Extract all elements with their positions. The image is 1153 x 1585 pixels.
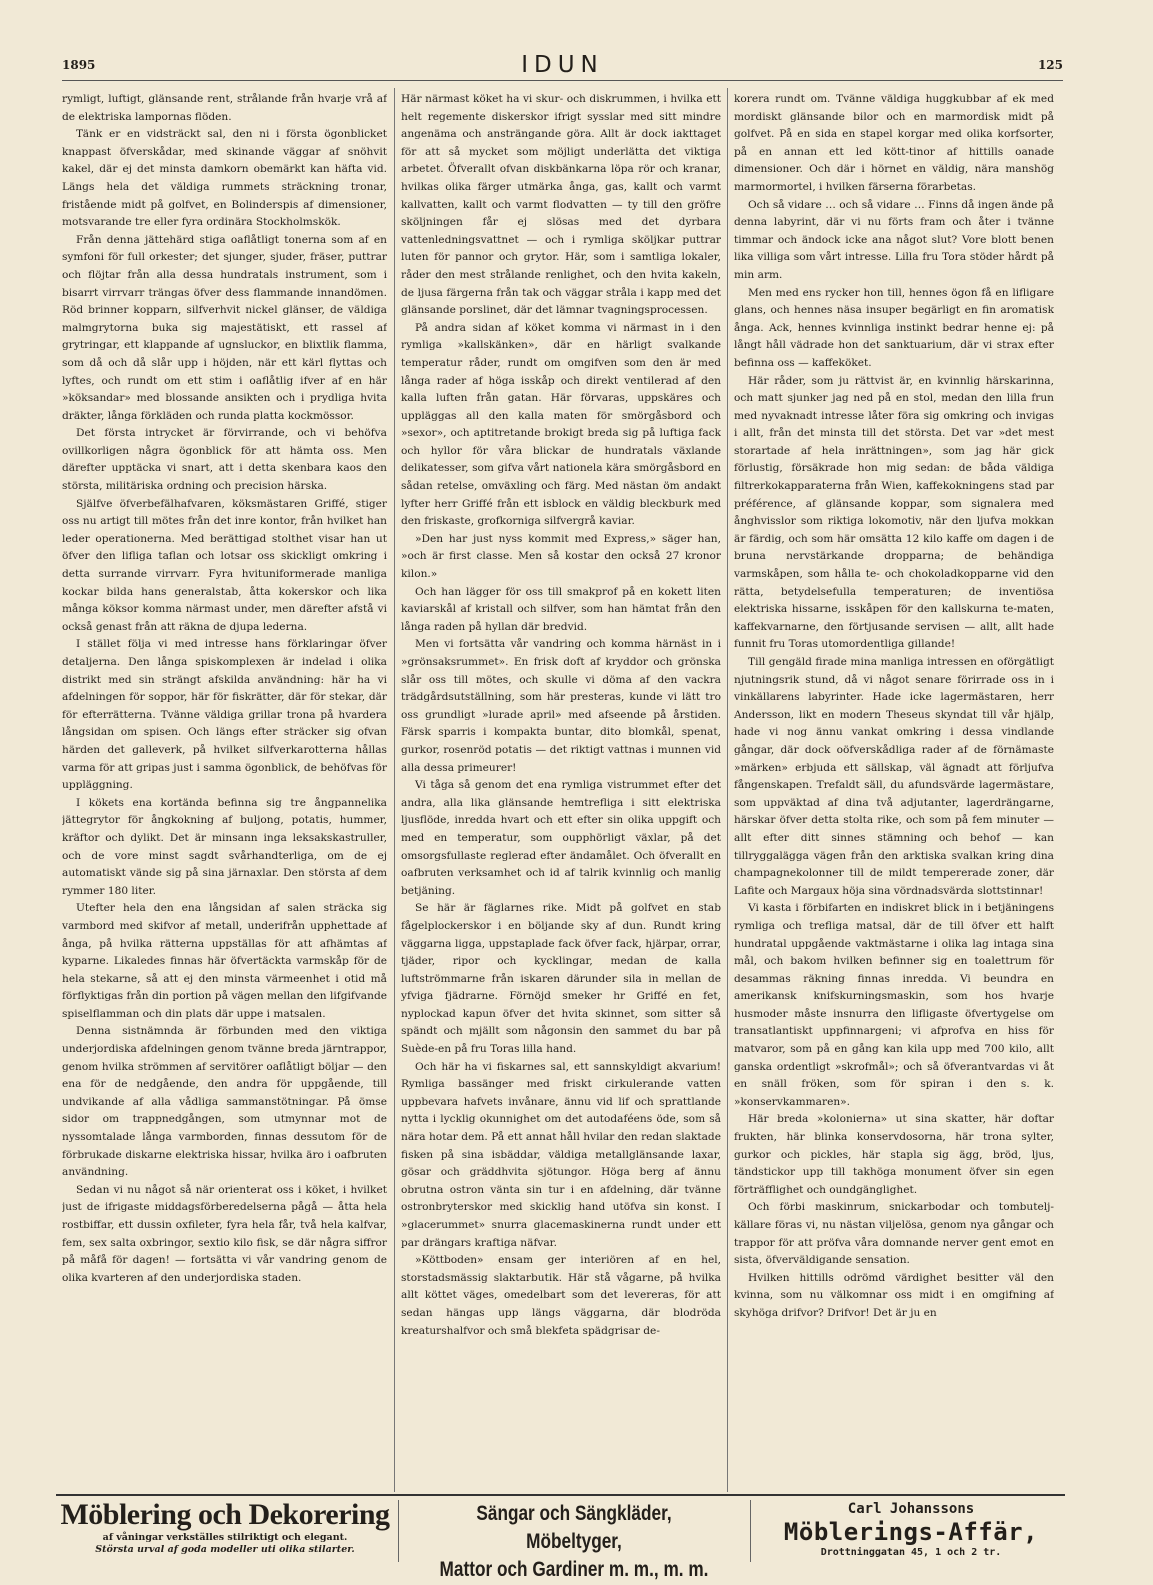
article-paragraph: Vi kasta i förbifarten en indiskret blick in i betjäningens rymliga och trefliga matsal, där de till öfver ett halft hundratal uppgående vaktmästarne i olika lag intaga sina mål, och bakom hvilken befinner sig en toalettrum för desammas räkning finnas inredda. Vi beundra en amerikansk knifskurningsmaskin, som hos hvarje husmoder måste insnurra den lifligaste öfvertygelse om transatlantiskt uppfinnargeni; vi afprofva en hiss för matvaror, som på en gång kan kila upp med 700 kilo, allt ganska ordentligt »skrofmål»; och så öfverantvardas vi åt en snäll fröken, som för spiran i den s. k. »konservkammaren». (734, 902, 1054, 1108)
article-paragraph: »Den har just nyss kommit med Express,» säger han, »och är first classe. Men så kostar den också 27 kronor kilon.» (401, 532, 721, 581)
article-paragraph: Utefter hela den ena långsidan af salen sträcka sig varmbord med skifvor af metall, underifrån upphettade af ånga, på hvilka rätterna uppställas för att afhämtas af kyparne. Likaledes finnas här öfvertäckta varmskåp för de hela stekarne, så att ej den minsta värmeenhet i otid må förflyktigas från din portion på vägen mellan den lifgifvande spiselflamman och din plats där uppe i matsalen. (62, 902, 387, 1020)
ad-textiles-line-1: Sängar och Sängkläder, Möbeltyger, (476, 1502, 672, 1553)
article-paragraph: Tänk er en vidsträckt sal, den ni i första ögonblicket knappast öfverskådar, med skinande väggar af snöhvit kakel, där ej det minsta damkorn obemärkt kan häfta vid. Längs hela det väldiga rummets sträckning tronar, fristående midt på golfvet, en Bolinderspis af dimensioner, motsvarande tre eller fyra ordinära Stockholmskök. (62, 128, 387, 229)
column-divider (394, 88, 395, 1492)
masthead-title: IDUN (521, 52, 604, 78)
header-year: 1895 (62, 58, 96, 72)
article-paragraph: Här råder, som ju rättvist är, en kvinnlig härskarinna, och matt sjunker jag ned på en stol, medan den lilla frun med nyvaknadt intresse låter föra sig omkring och invigas i allt, från det minsta till det största. Det var »det mest storartade af hela inrättningen», som jag här gick förlustig, försäkrade hon mig sedan: de båda väldiga filtrerkokapparaterna från Wien, kaffekokningens stad par préférence, af glänsande koppar, som signalera med ånghvisslor som riktiga lokomotiv, när den ljufva mokkan är färdig, och som här omsätta 12 kilo kaffe om dagen i de bruna nervstärkande dropparna; de behändiga varmskåpen, som hålla te- och chokoladkopparne vid den rätta, betydelsefulla temperaturen; de inventiösa elektriska hissarne, isskåpen för den kallskurna te-maten, kaffekvarnarne, den förtjusande servisen — allt, allt hade funnit fru Toras utomordentliga gillande! (734, 374, 1054, 651)
ad-furnishing-title: Möblering och Dekorering (60, 1498, 390, 1531)
article-paragraph: rymligt, luftigt, glänsande rent, strålande från hvarje vrå af de elektriska lampornas flöden. (62, 93, 387, 123)
article-paragraph: Och så vidare … och så vidare … Finns då ingen ände på denna labyrint, där vi nu förts fram och åter i tvänne timmar och ändock icke ana något slut? Vore blott benen lika villiga som vårt intresse. Lilla fru Tora stöder hårdt på min arm. (734, 198, 1054, 281)
article-paragraph: I stället följa vi med intresse hans förklaringar öfver detaljerna. Den långa spiskomplexen är indelad i olika distrikt med sin strängt afskilda användning: här ha vi afdelningen för soppor, här för fiskrätter, där för stekar, där för efterrätterna. Tvänne väldiga grillar trona på hvardera långsidan om spisen. Och längs efter sträcker sig ofvan härden det galleverk, på hvilket silfverkarotterna hållas varma för att gripas just i samma ögonblick, de behöfvas för uppläggning. (62, 638, 387, 792)
ad-divider (398, 1500, 399, 1562)
article-paragraph: Här närmast köket ha vi skur- och diskrummen, i hvilka ett helt regemente diskerskor ifrigt sysslar med sitt mindre angenäma och ansträngande göra. Allt är dock iakttaget för att så mycket som möjligt underlätta det viktiga arbetet. Öfverallt ofvan diskbänkarna löpa rör och kranar, hvilkas olika färger utmärka ånga, gas, kallt och varmt kallvatten, kallt och varmt flodvatten — ty till den gröfre sköljningen får ej slösas med det dyrbara vattenledningsvattnet — och i rymliga sköljkar puttrar luten för pannor och grytor. Här, som i samtliga lokaler, råder den mest strålande renlighet, och den hvita kakeln, de ljusa färgerna från tak och väggar stråla i kapp med det glänsande porslinet, där det lämnar tvagningsprocessen. (401, 93, 721, 317)
article-column-2 (401, 91, 721, 1489)
article-paragraph: Sedan vi nu något så när orienterat oss i köket, i hvilket just de ifrigaste middagsförberedelserna pågå — åtta hela rostbiffar, ett dussin oxfileter, fyra hela får, två hela kalfvar, fem, sex salta oxbringor, sextio kilo fisk, se där några siffror på måfå för dagen! — fortsätta vi vår vandring genom de olika kvarteren af den underjordiska staden. (62, 1183, 387, 1284)
article-paragraph: Och han lägger för oss till smakprof på en kokett liten kaviarskål af kristall och silfver, som han hämtat från den långa raden på hyllan där bredvid. (401, 585, 721, 633)
article-paragraph: »Köttboden» ensam ger interiören af en hel, storstadsmässig slaktarbutik. Här stå vågarne, på hvilka allt köttet väges, omedelbart som det levereras, för att sedan hängas upp längs väggarna, där blodröda kreaturshalfvor och små blekfeta spädgrisar de- (401, 1254, 721, 1337)
article-paragraph: Här breda »kolonierna» ut sina skatter, här doftar frukten, här blinka konservdosorna, här trona sylter, gurkor och pickles, här stapla sig ägg, bröd, ljus, tändstickor upp till takhöga monument öfver sin egen förträfflighet och oundgänglighet. (734, 1113, 1054, 1196)
article-paragraph: Se här är fäglarnes rike. Midt på golfvet en stab fågelplockerskor i en böljande sky af dun. Rundt kring väggarna ligga, uppstaplade fack öfver fack, hjärpar, orrar, tjäder, ripor och kycklingar, medan de kalla luftströmmarne från iskaren därunder sila in mellan de yfviga fjädrarne. Förnöjd smeker hr Griffé en fet, nyplockad kapun öfver det hvita skinnet, som sitter så spändt och mjällt som någonsin den sammet du bar på Suède-en på fru Toras lilla hand. (401, 902, 721, 1056)
page-header (62, 52, 1063, 80)
advertisement-strip (56, 1494, 1065, 1581)
article-paragraph: Denna sistnämnda är förbunden med den viktiga underjordiska afdelningen genom tvänne breda järntrappor, genom hvilka strömmen af servitörer oaflåtligt böljar — den ena för de nedgående, den andra för uppgående, till undvikande af alla vådliga sammanstötningar. På ömse sidor om trappnedgången, som utmynnar mot de nyssomtalade långa varmborden, finnas dessutom för de förbrukade diskarne elektriska hissar, hvilka äro i oafbruten användning. (62, 1025, 387, 1179)
ad-shop-title: Möblerings-Affär, (783, 1518, 1039, 1546)
article-paragraph: Till gengäld firade mina manliga intressen en oförgätligt njutningsrik stund, då vi något senare förirrade oss in i vinkällarens labyrinter. Hade icke lagermästaren, herr Andersson, likt en modern Theseus skyndat till vår hjälp, hade vi nog ännu vankat omkring i dessa vindlande gångar, där dock oöfverskådliga rader af de förnämaste »märken» erbjuda ett sällskap, väl ägnadt att förljufva fångenskapen. Trefaldt säll, du afundsvärde lagermästare, som uppväktad af dina två adjutanter, lagerdrängarne, härskar öfver detta stolta rike, och som på fem minuter — allt efter ditt sinnes stämning och behof — kan tillryggalägga vägen från den arktiska svalkan kring dina champagnekolonner till de mildt tempererade zoner, där Lafite och Margaux höja sina vördnadsvärda slottstinnar! (734, 656, 1054, 897)
article-column-3 (734, 91, 1054, 1489)
ad-shop-owner: Carl Johanssons (847, 1501, 975, 1517)
ad-furnishing-slogan: Största urval af goda modeller uti olika stilarter. (95, 1544, 355, 1555)
article-paragraph: Hvilken hittills odrömd värdighet besitter väl den kvinna, som nu välkomnar oss midt i en omgifning af skyhöga drifvor? Drifvor! Det är ju en (734, 1271, 1054, 1319)
article-paragraph: Men med ens rycker hon till, hennes ögon få en lifligare glans, och hennes näsa insuper begärligt en fin aromatisk ånga. Ack, hennes kvinnliga instinkt bedrar henne ej: på långt håll vädrade hon det sanktuarium, där vi strax efter befinna oss — kaffeköket. (734, 286, 1054, 369)
article-paragraph: Vi tåga så genom det ena rymliga vistrummet efter det andra, alla lika glänsande hemtrefliga i sitt elektriska ljusflöde, inredda hvart och ett efter sin olika uppgift och med en temperatur, som oupphörligt växlar, på det omsorgsfullaste reglerad efter ändamålet. Och öfverallt en oafbruten verksamhet och id af talrik kvinnlig och manlig betjäning. (401, 779, 721, 897)
ad-textiles-line-2: Mattor och Gardiner m. m., m. m. (439, 1558, 709, 1581)
article-paragraph: Men vi fortsätta vår vandring och komma härnäst in i »grönsaksrummet». En frisk doft af kryddor och grönska slår oss till mötes, och skulle vi döma af den vackra trädgårdsutställning, som här presteras, kunde vi lätt tro oss grundligt »lurade april» med afseende på årstiden. Färsk sparris i kompakta buntar, dito blomkål, spenat, gurkor, rosenröd potatis — det riktigt vattnas i munnen vid alla dessa primeurer! (401, 638, 721, 774)
page-number: 125 (1037, 58, 1063, 72)
ad-divider (750, 1500, 751, 1562)
article-paragraph: Från denna jättehärd stiga oaflåtligt tonerna som af en symfoni för full orkester; det sjunger, sjuder, fräser, puttrar och flöjtar från alla dessa hundratals instrument, som i bisarrt virrvarr trängas öfver dess flammande innandömen. Röd brinner kopparn, silfverhvit nickel glänser, de väldiga malmgrytorna buka sig majestätiskt, ett rassel af grytringar, ett klappande af ugnsluckor, en blixtlik flamma, som då och då slår upp i höjden, när ett kärl flyttas och lyftes, och rundt om ett stim i oaflåtlig ifver af en här »köksandar» med blossande ansikten och i prydliga hvita dräkter, långa förkläden och runda platta kockmössor. (62, 233, 387, 422)
article-paragraph: Och förbi maskinrum, snickarbodar och tombutelj-källare föras vi, nu nästan viljelösa, genom nya gångar och trappor för att pröfva våra domnande nerver gent emot en sista, öfverväldigande sensation. (734, 1201, 1054, 1267)
column-divider (727, 88, 728, 1492)
article-column-1 (62, 91, 387, 1489)
header-rule (62, 80, 1063, 81)
article-paragraph: Och här ha vi fiskarnes sal, ett sannskyldigt akvarium! Rymliga bassänger med friskt cirkulerande vatten uppbevara hafvets invånare, ännu vid lif och sprattlande nytta i lycklig okunnighet om det autodaféens öde, som så nära hotar dem. På ett annat håll hvilar den redan slaktade fisken på sina isbäddar, väldiga metallglänsande laxar, gösar och gräddhvita sjötungor. Höga berg af ännu obrutna ostron vänta sin tur i en afdelning, där tvänne ostronbryterskor med skicklig hand utöfva sin konst. I »glacerummet» snurra glacemaskinerna rundt under ett par drängars kraftiga näfvar. (401, 1060, 721, 1249)
article-paragraph: På andra sidan af köket komma vi närmast in i den rymliga »kallskänken», där en härligt svalkande temperatur råder, rundt om omgifven som den är med långa rader af höga isskåp och direkt ventilerad af den kalla luften från gatan. Här förvaras, uppskäres och uppläggas all den kalla maten för smörgåsbord och »sexor», och aptitretande brokigt breda sig på luftiga fack och hyllor för våra blickar de hundratals växlande delikatesser, som gifva vårt nationela kära smörgåsbord en sådan retelse, omväxling och färg. Med nästan öm andakt lyfter herr Griffé från ett isblock en väldig bleckburk med den friskaste, grofkorniga silfvergrå kaviar. (401, 321, 721, 528)
advertisement-furniture-shop (756, 1496, 1066, 1566)
advertisement-furnishing (56, 1496, 394, 1566)
ad-furnishing-line: af våningar verkställes stilriktigt och elegant. (102, 1532, 348, 1543)
article-paragraph: Det första intrycket är förvirrande, och vi behöfva ovillkorligen några ögonblick för att hämta oss. Men därefter upptäcka vi snart, att i detta skenbara kaos den största, militäriska ordning och precision härska. (62, 427, 387, 493)
ad-shop-address: Drottninggatan 45, 1 och 2 tr. (820, 1547, 1002, 1558)
article-paragraph: korera rundt om. Tvänne väldiga huggkubbar af ek med mordiskt glänsande bilor och en marmordisk midt på golfvet. På en sida en stapel korgar med olika korfsorter, på en annan ett led kött-tinor af hittills oanade dimensioner. Och där i hörnet en väldig, nära manshög marmormortel, i hvilken färserna förarbetas. (734, 93, 1054, 193)
advertisement-textiles (404, 1496, 744, 1581)
article-paragraph: I kökets ena kortända befinna sig tre ångpannelika jättegrytor för ångkokning af buljong, potatis, hummer, kräftor och dylikt. Det är minsann inga leksakskastruller, och de vore minst sagdt svårhandterliga, om de ej automatiskt vände sig på sina järnaxlar. Den största af dem rymmer 180 liter. (62, 796, 387, 897)
article-paragraph: Själfve öfverbefälhafvaren, köksmästaren Griffé, stiger oss nu artigt till mötes från det inre kontor, från hvilket han leder operationerna. Med berättigad stolthet visar han ut öfver den lifliga taflan och lotsar oss skickligt omkring i detta surrande virrvarr. Fyra hvituniformerade manliga kockar bilda hans generalstab, åtta kokerskor och lika många köksor komma närmast under, men därefter afstå vi också genast från att räkna de djupa lederna. (62, 497, 387, 633)
